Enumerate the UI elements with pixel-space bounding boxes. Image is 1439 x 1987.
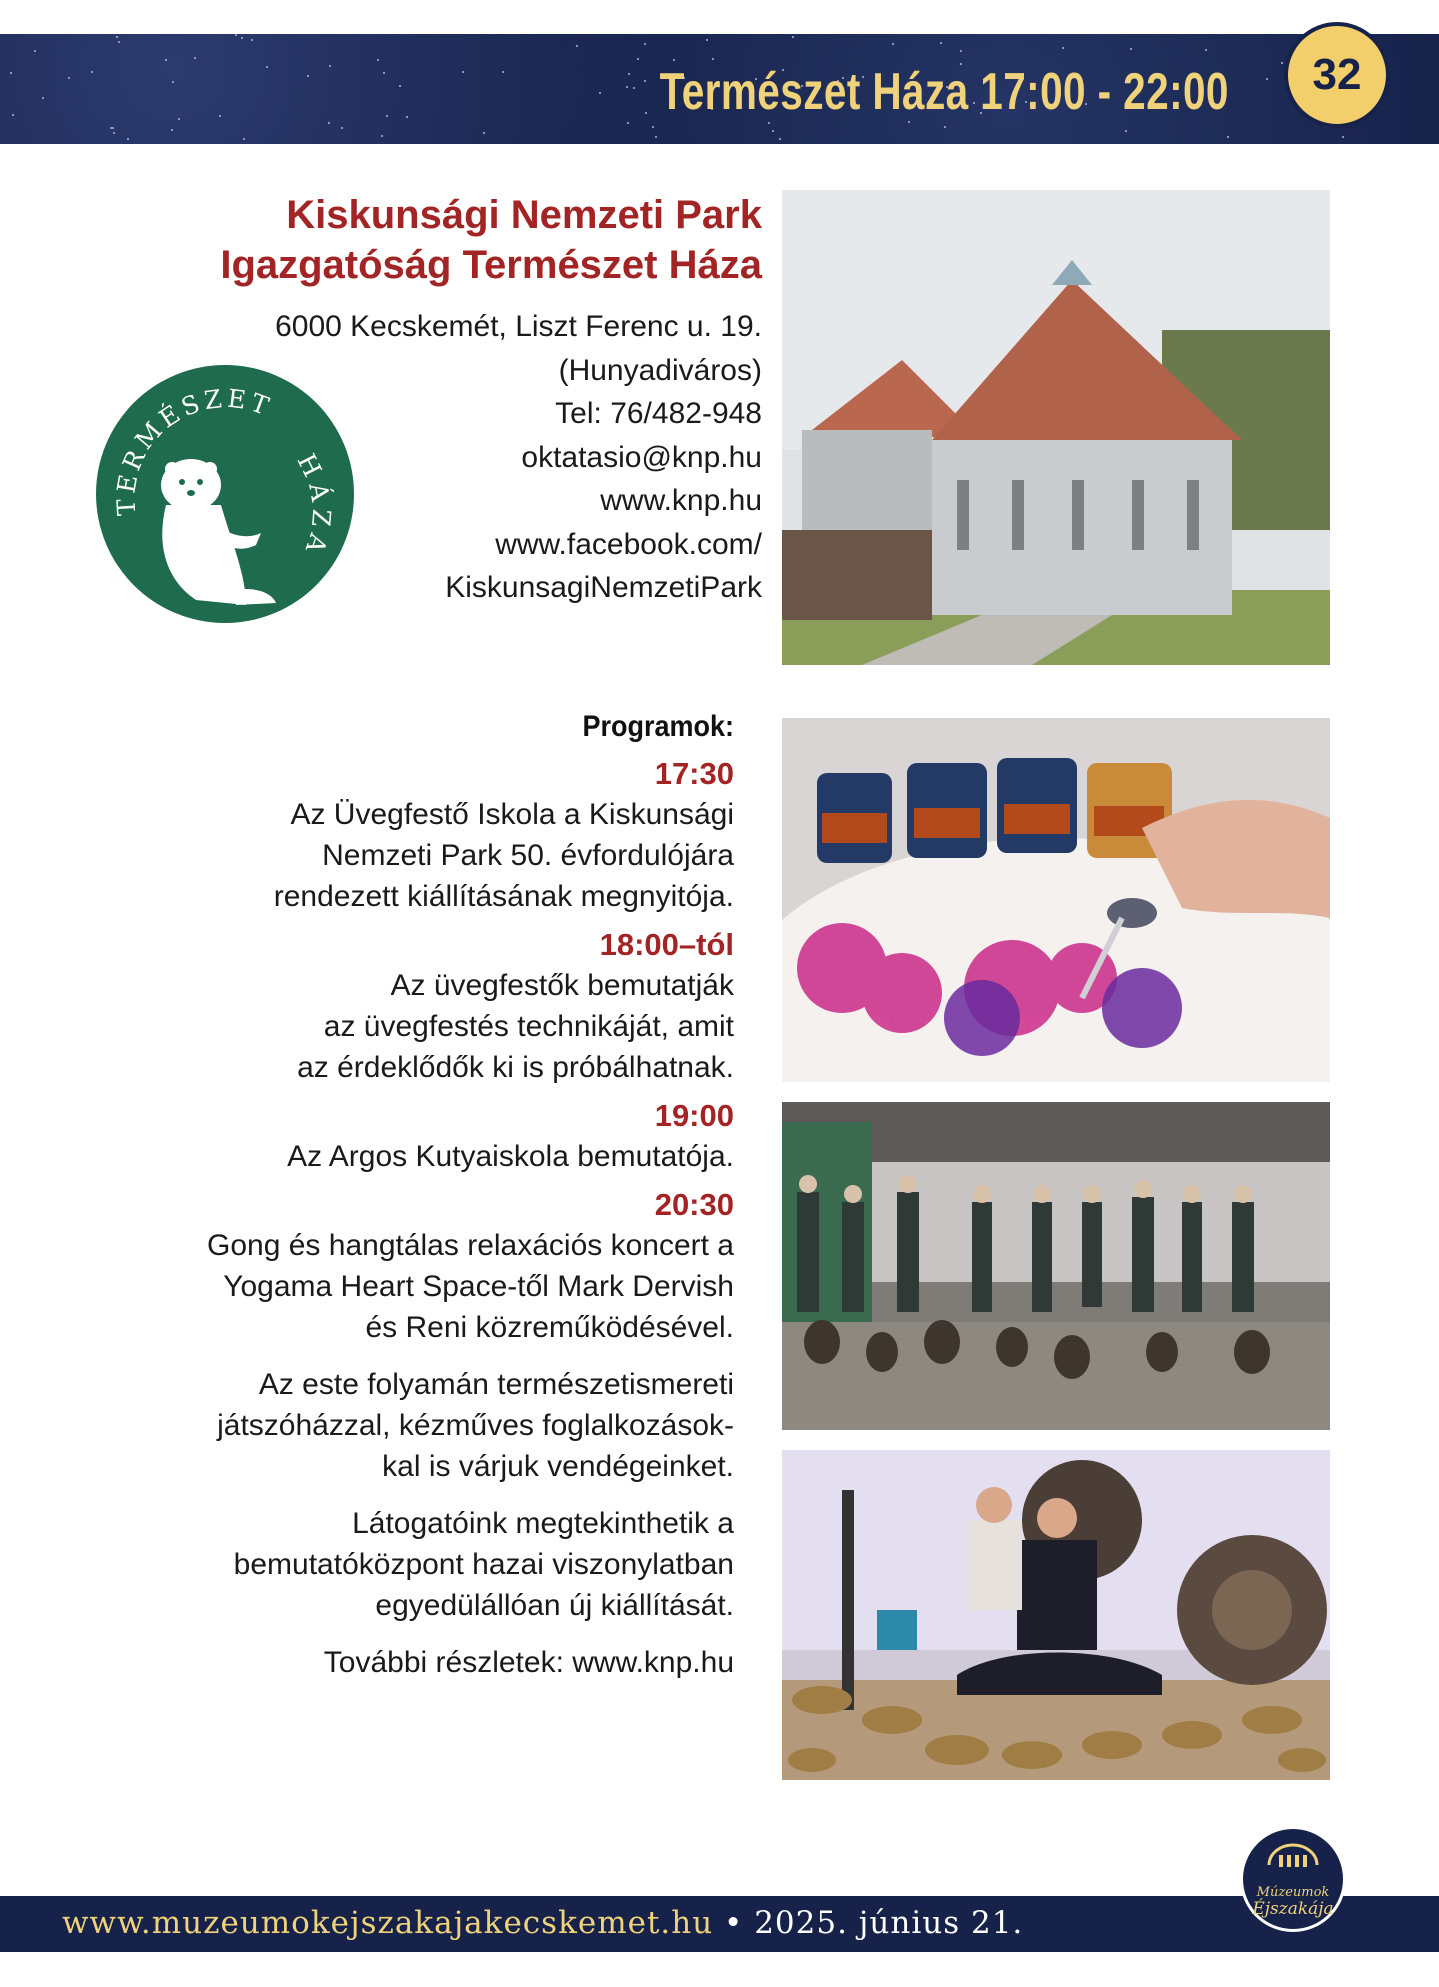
star xyxy=(341,127,343,129)
star xyxy=(116,36,118,38)
program-item xyxy=(94,754,734,917)
program-line: rendezett kiállításának megnyitója. xyxy=(273,880,734,913)
star xyxy=(768,122,770,124)
event-date: 2025. június 21. xyxy=(754,1905,1024,1941)
email-link[interactable]: oktatasio@knp.hu xyxy=(521,440,762,474)
star xyxy=(1062,47,1064,49)
star xyxy=(307,75,309,77)
program-line: Nemzeti Park 50. évfordulójára xyxy=(322,839,734,872)
programs-heading: Programok: xyxy=(582,710,734,743)
program-list xyxy=(94,710,734,1683)
star xyxy=(381,135,383,137)
program-item xyxy=(94,1096,734,1177)
website-link[interactable]: www.knp.hu xyxy=(600,484,762,517)
star xyxy=(127,138,129,140)
star xyxy=(243,138,245,140)
star xyxy=(673,59,675,61)
star xyxy=(172,81,174,83)
logo-arc-text-top: TERMÉSZET xyxy=(111,383,277,517)
star xyxy=(329,65,331,67)
info-paragraph xyxy=(94,1503,734,1626)
star xyxy=(110,127,112,129)
star xyxy=(462,71,464,73)
star xyxy=(1130,48,1132,50)
address: 6000 Kecskemét, Liszt Ferenc u. 19. xyxy=(275,310,762,343)
star xyxy=(194,57,196,59)
star xyxy=(386,115,388,117)
star xyxy=(1342,136,1344,138)
star xyxy=(377,59,379,61)
paragraph-line: kal is várjuk vendégeinket. xyxy=(382,1450,734,1483)
program-time: 19:00 xyxy=(654,1098,734,1133)
building-photo xyxy=(782,190,1330,665)
program-description xyxy=(94,1225,734,1348)
paragraph-line: Az este folyamán természetismereti xyxy=(258,1368,734,1401)
star xyxy=(118,41,120,43)
program-line: az érdeklődők ki is próbálhatnak. xyxy=(297,1051,734,1084)
footer-text xyxy=(62,1905,1023,1941)
star xyxy=(645,112,647,114)
program-time: 20:30 xyxy=(654,1187,734,1222)
header-band xyxy=(0,34,1439,144)
star xyxy=(644,80,646,82)
star xyxy=(241,37,243,39)
dog-school-photo xyxy=(782,1102,1330,1430)
museum-columns-icon xyxy=(1263,1841,1323,1871)
footer-band xyxy=(0,1896,1439,1952)
star xyxy=(10,72,12,74)
district: (Hunyadiváros) xyxy=(558,353,762,387)
star xyxy=(944,126,946,128)
star xyxy=(940,42,942,44)
star xyxy=(68,77,70,79)
page-number-badge: 32 xyxy=(1284,22,1390,128)
program-time: 17:30 xyxy=(654,756,734,791)
program-line: Yogama Heart Space-től Mark Dervish xyxy=(223,1270,734,1303)
glass-painting-photo xyxy=(782,718,1330,1082)
star xyxy=(178,118,180,120)
star xyxy=(960,50,962,52)
star xyxy=(712,58,714,60)
page-title: Természet Háza 17:00 - 22:00 xyxy=(659,63,1229,121)
star xyxy=(628,73,630,75)
star xyxy=(637,58,639,60)
star xyxy=(502,71,504,73)
star xyxy=(655,136,657,138)
star xyxy=(1266,78,1268,80)
gong-concert-photo xyxy=(782,1450,1330,1780)
info-paragraph xyxy=(94,1364,734,1487)
logo-text-line1: Múzeumok xyxy=(1256,1885,1330,1900)
termeszet-haza-logo xyxy=(96,365,354,623)
star xyxy=(772,130,774,132)
star xyxy=(706,39,708,41)
star xyxy=(892,43,894,45)
more-details xyxy=(94,1642,734,1683)
star xyxy=(383,72,385,74)
star xyxy=(112,127,114,129)
star xyxy=(12,114,14,116)
star xyxy=(165,59,167,61)
star xyxy=(626,86,628,88)
star xyxy=(328,122,330,124)
footer-separator: • xyxy=(724,1905,744,1941)
star xyxy=(171,129,173,131)
program-description xyxy=(94,1136,734,1177)
star xyxy=(652,126,654,128)
star xyxy=(235,34,237,36)
program-item xyxy=(94,1185,734,1348)
facebook-link-line1[interactable]: www.facebook.com/ xyxy=(495,527,762,561)
star xyxy=(113,132,115,134)
star xyxy=(644,43,646,45)
star xyxy=(599,92,601,94)
program-line: Az üvegfestők bemutatják xyxy=(390,969,734,1002)
organization-name-line2: Igazgatóság Természet Háza xyxy=(220,243,762,287)
star xyxy=(792,36,794,38)
star xyxy=(1205,49,1207,51)
star xyxy=(483,132,485,134)
star xyxy=(91,71,93,73)
paragraph-line: játszóházzal, kézműves foglalkozások- xyxy=(217,1409,734,1442)
star xyxy=(1125,130,1127,132)
star xyxy=(406,116,408,118)
star xyxy=(42,97,44,99)
program-time: 18:00–tól xyxy=(599,927,734,962)
more-details-link[interactable]: További részletek: www.knp.hu xyxy=(323,1646,734,1679)
program-line: Gong és hangtálas relaxációs koncert a xyxy=(207,1229,734,1262)
phone: Tel: 76/482-948 xyxy=(555,397,762,430)
program-line: az üvegfestés technikáját, amit xyxy=(323,1010,734,1043)
star xyxy=(251,39,253,41)
organization-name-line1: Kiskunsági Nemzeti Park xyxy=(286,193,762,237)
program-description xyxy=(94,794,734,917)
paragraph-line: bemutatóközpont hazai viszonylatban xyxy=(233,1548,734,1581)
program-line: és Reni közreműködésével. xyxy=(365,1311,734,1344)
program-description xyxy=(94,965,734,1088)
program-item xyxy=(94,925,734,1088)
star xyxy=(1281,62,1283,64)
star xyxy=(266,66,268,68)
star xyxy=(34,50,36,52)
paragraph-line: egyedülállóan új kiállítását. xyxy=(375,1589,734,1622)
organization-name xyxy=(220,190,762,290)
program-line: Az Argos Kutyaiskola bemutatója. xyxy=(287,1140,734,1173)
star xyxy=(627,122,629,124)
star xyxy=(576,45,578,47)
facebook-link-line2[interactable]: KiskunsagiNemzetiPark xyxy=(445,571,762,604)
star xyxy=(399,85,401,87)
footer-url-link[interactable]: www.muzeumokejszakajakecskemet.hu xyxy=(62,1905,714,1941)
program-line: Az Üvegfestő Iskola a Kiskunsági xyxy=(290,798,734,831)
paragraph-line: Látogatóink megtekinthetik a xyxy=(352,1507,734,1540)
muzeumok-ejszakaja-logo xyxy=(1240,1826,1346,1932)
star xyxy=(1227,136,1229,138)
star xyxy=(219,115,221,117)
logo-arc-text-side: HÁZA xyxy=(291,449,337,563)
star xyxy=(633,87,635,89)
logo-text-line2: Éjszakája xyxy=(1252,1899,1334,1919)
star xyxy=(779,138,781,140)
